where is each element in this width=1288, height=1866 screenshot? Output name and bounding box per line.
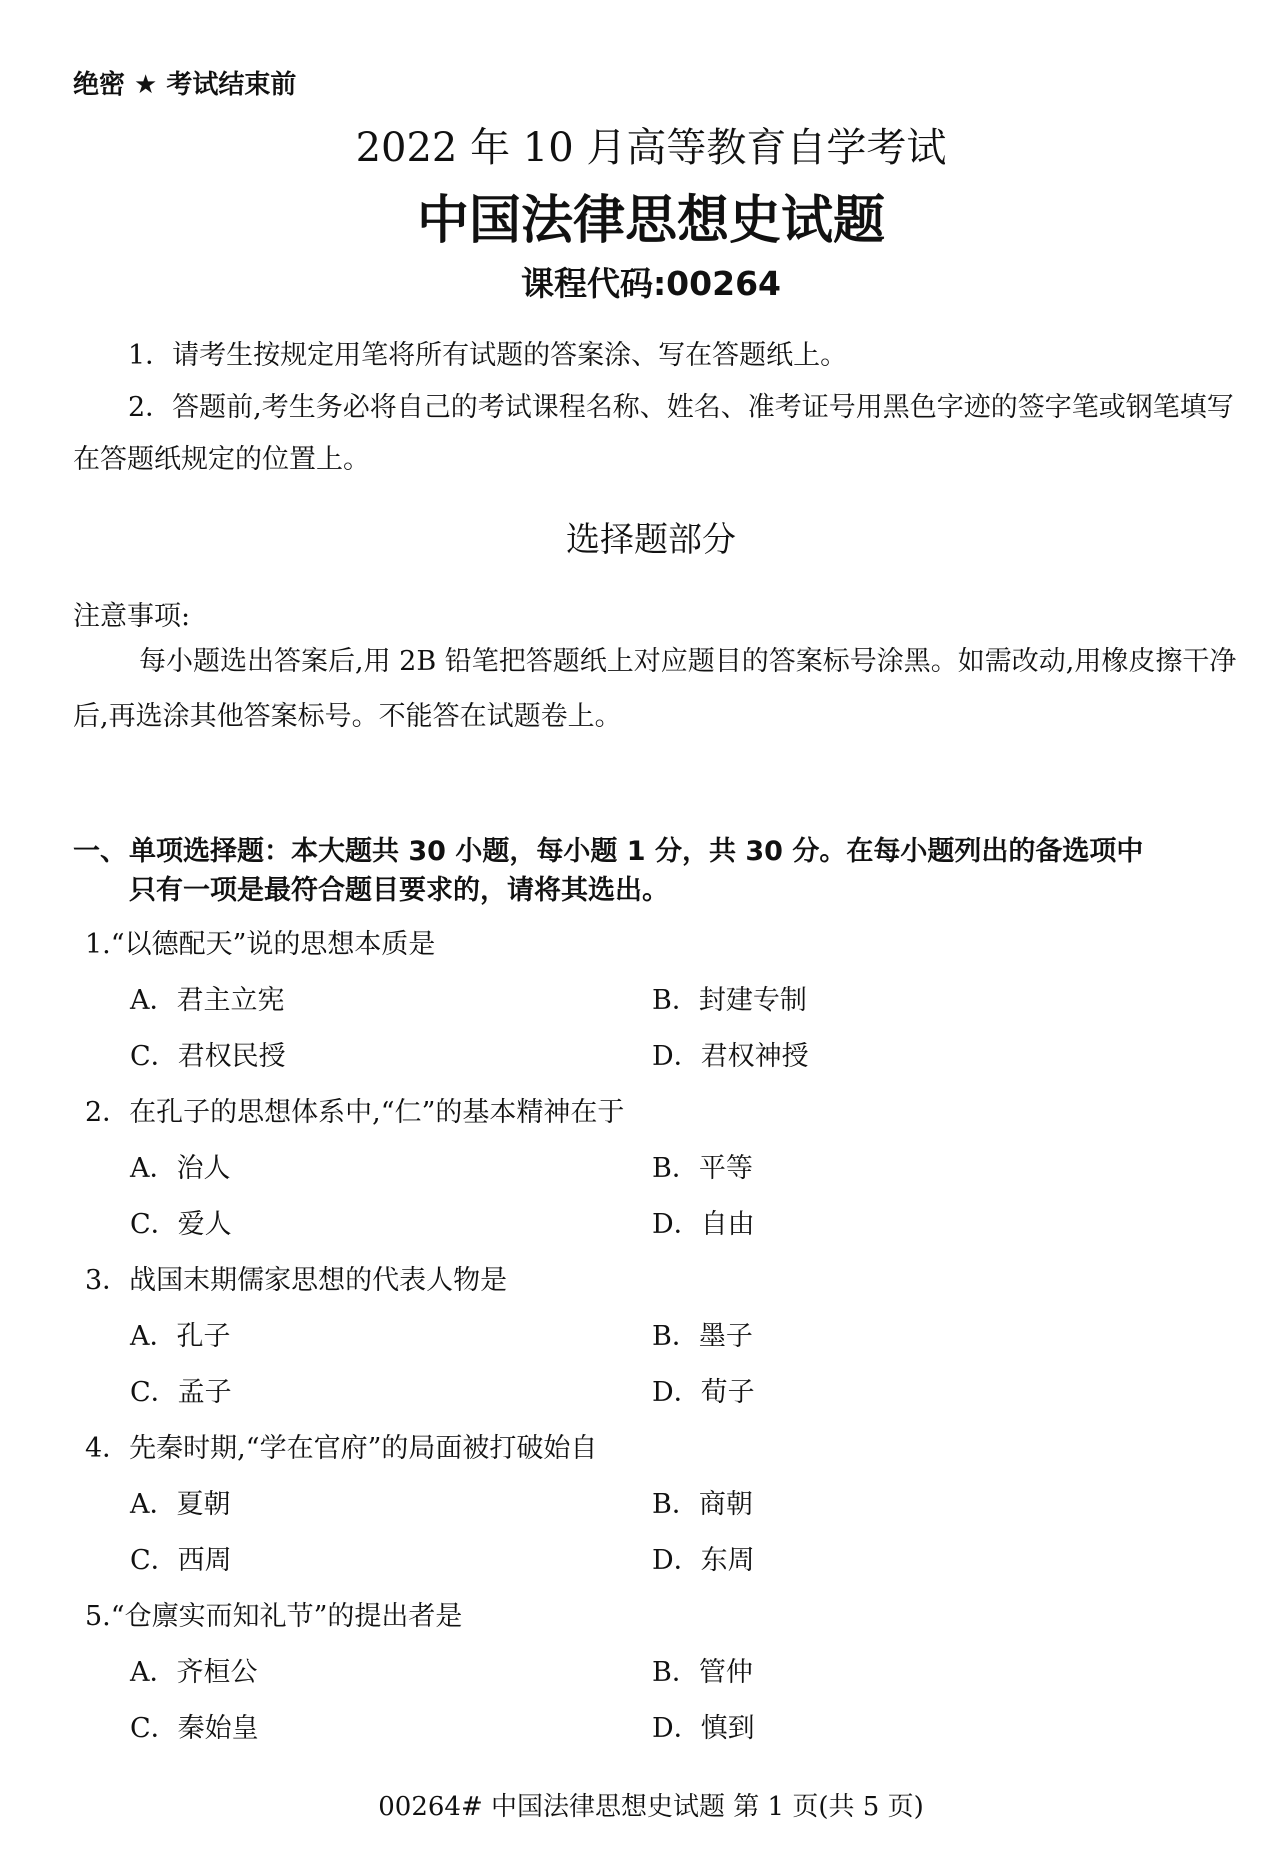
course-code: 课程代码:00264: [520, 264, 781, 303]
question-stem: 3．战国末期儒家思想的代表人物是: [85, 1265, 508, 1296]
option-c: C．爱人: [130, 1209, 232, 1240]
question-stem: 1.“以德配天”说的思想本质是: [85, 929, 436, 960]
notice-label: 注意事项:: [73, 601, 191, 632]
part-one-title-line1: 单项选择题：本大题共 30 小题，每小题 1 分，共 30 分。在每小题列出的备选项中: [129, 836, 1144, 867]
option-b: B．商朝: [652, 1489, 753, 1520]
option-a: A．君主立宪: [130, 985, 285, 1016]
confidential-label: 绝密 ★ 考试结束前: [73, 70, 297, 100]
option-c: C．秦始皇: [130, 1713, 259, 1744]
option-c: C．孟子: [130, 1377, 232, 1408]
question-stem: 4．先秦时期,“学在官府”的局面被打破始自: [85, 1433, 598, 1464]
section-heading: 选择题部分: [566, 520, 736, 560]
question-stem: 2．在孔子的思想体系中,“仁”的基本精神在于: [85, 1097, 625, 1128]
part-one-title-line2: 只有一项是最符合题目要求的，请将其选出。: [129, 875, 669, 906]
instruction-1: [73, 330, 1243, 382]
option-b: B．管仲: [652, 1657, 753, 1688]
notice-text: 每小题选出答案后,用 2B 铅笔把答题纸上对应题目的答案标号涂黑。如需改动,用橡皮擦干净后,再选涂其他答案标号。不能答在试题卷上。: [73, 646, 1237, 732]
option-a: A．齐桓公: [130, 1657, 258, 1688]
exam-subtitle: 2022 年 10 月高等教育自学考试: [355, 125, 947, 171]
option-b: B．墨子: [652, 1321, 753, 1352]
option-d: D．东周: [652, 1545, 755, 1576]
option-d: D．慎到: [652, 1713, 755, 1744]
option-d: D．荀子: [652, 1377, 755, 1408]
option-a: A．治人: [130, 1153, 231, 1184]
option-d: D．君权神授: [652, 1041, 809, 1072]
exam-title: 中国法律思想史试题: [416, 191, 885, 251]
instruction-2-text: 2．答题前,考生务必将自己的考试课程名称、姓名、准考证号用黑色字迹的签字笔或钢笔填写在答题纸规定的位置上。: [73, 392, 1234, 475]
question-stem: 5.“仓廪实而知礼节”的提出者是: [85, 1601, 463, 1632]
option-a: A．夏朝: [130, 1489, 231, 1520]
option-a: A．孔子: [130, 1321, 231, 1352]
option-c: C．西周: [130, 1545, 232, 1576]
option-b: B．封建专制: [652, 985, 807, 1016]
option-b: B．平等: [652, 1153, 753, 1184]
part-one-number: 一、: [73, 836, 127, 867]
instruction-1-text: 1．请考生按规定用笔将所有试题的答案涂、写在答题纸上。: [128, 340, 848, 371]
instruction-2: [73, 382, 1243, 486]
part-one-heading: [73, 832, 1203, 910]
option-d: D．自由: [652, 1209, 755, 1240]
option-c: C．君权民授: [130, 1041, 286, 1072]
page-footer: 00264# 中国法律思想史试题 第 1 页(共 5 页): [378, 1792, 924, 1822]
